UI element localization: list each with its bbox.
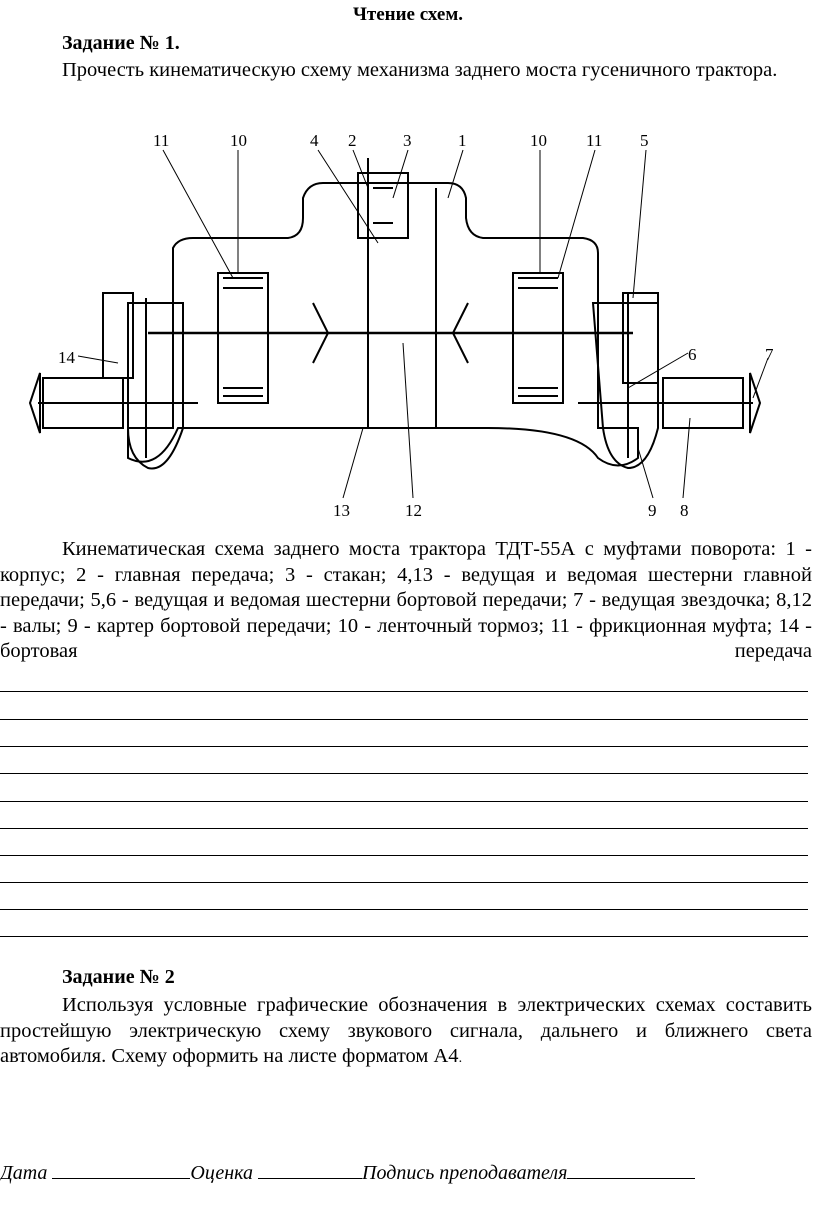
signature-field[interactable] xyxy=(567,1160,695,1179)
right-final-drive-case xyxy=(593,303,658,468)
answer-line[interactable] xyxy=(0,828,808,829)
answer-line[interactable] xyxy=(0,936,808,937)
task2-text-content: Используя условные графические обозначения в электрических схемах составить простейшую электрическую схему звукового сигнала, дальнего и ближнего света автомобиля. Схему оформить на листе форматом А4 xyxy=(0,994,812,1067)
task2-period: . xyxy=(458,1051,463,1066)
answer-line[interactable] xyxy=(0,882,808,883)
answer-line[interactable] xyxy=(0,909,808,910)
grade-field[interactable] xyxy=(258,1160,362,1179)
page-title: Чтение схем. xyxy=(352,4,464,25)
signature-row xyxy=(0,1160,816,1185)
task1-heading: Задание № 1. xyxy=(62,32,180,54)
figure-caption-text: Кинематическая схема заднего моста трактора ТДТ-55А с муфтами поворота: 1 - корпус; 2 - главная передача; 3 - стакан; 4,13 - ведущая и ведомая шестерни главной передачи; 5,6 - ведущая и ведомая шестерни бортовой передачи; 7 - ведущая звездочка; 8,12 - валы; 9 - картер бортовой передачи; 10 - ленточный тормоз; 11 - фрикционная муфта; 14 - бортовая передача xyxy=(0,538,812,662)
left-final-drive-case xyxy=(128,303,183,469)
callout-14: 14 xyxy=(58,348,75,367)
figure-caption xyxy=(0,537,812,665)
task1-text xyxy=(0,58,812,84)
answer-line[interactable] xyxy=(0,746,808,747)
task2-text xyxy=(0,993,812,1072)
grade-label: Оценка xyxy=(190,1162,254,1184)
callout-8: 8 xyxy=(680,501,689,520)
callout-5: 5 xyxy=(640,131,649,150)
callout-11-right: 11 xyxy=(586,131,603,150)
callout-12: 12 xyxy=(405,501,422,520)
callout-10-left: 10 xyxy=(230,131,247,150)
task1-text-content: Прочесть кинематическую схему механизма заднего моста гусеничного трактора. xyxy=(62,59,778,81)
date-label: Дата xyxy=(0,1162,48,1184)
left-clutch-drum xyxy=(218,273,268,403)
callout-4: 4 xyxy=(310,131,319,150)
callout-10-right: 10 xyxy=(530,131,547,150)
signature-label: Подпись преподавателя xyxy=(362,1162,568,1184)
answer-line[interactable] xyxy=(0,691,808,692)
callout-9: 9 xyxy=(648,501,657,520)
answer-line[interactable] xyxy=(0,719,808,720)
task2-heading: Задание № 2 xyxy=(62,966,175,988)
callout-2: 2 xyxy=(348,131,357,150)
callout-3: 3 xyxy=(403,131,412,150)
callout-7: 7 xyxy=(765,345,774,364)
callout-13: 13 xyxy=(333,501,350,520)
answer-line[interactable] xyxy=(0,855,808,856)
callout-6: 6 xyxy=(688,345,697,364)
date-field[interactable] xyxy=(52,1160,190,1179)
answer-line[interactable] xyxy=(0,773,808,774)
answer-line[interactable] xyxy=(0,801,808,802)
kinematic-scheme xyxy=(18,128,798,528)
callout-11-left: 11 xyxy=(153,131,170,150)
callout-1: 1 xyxy=(458,131,467,150)
right-clutch-drum xyxy=(513,273,563,403)
